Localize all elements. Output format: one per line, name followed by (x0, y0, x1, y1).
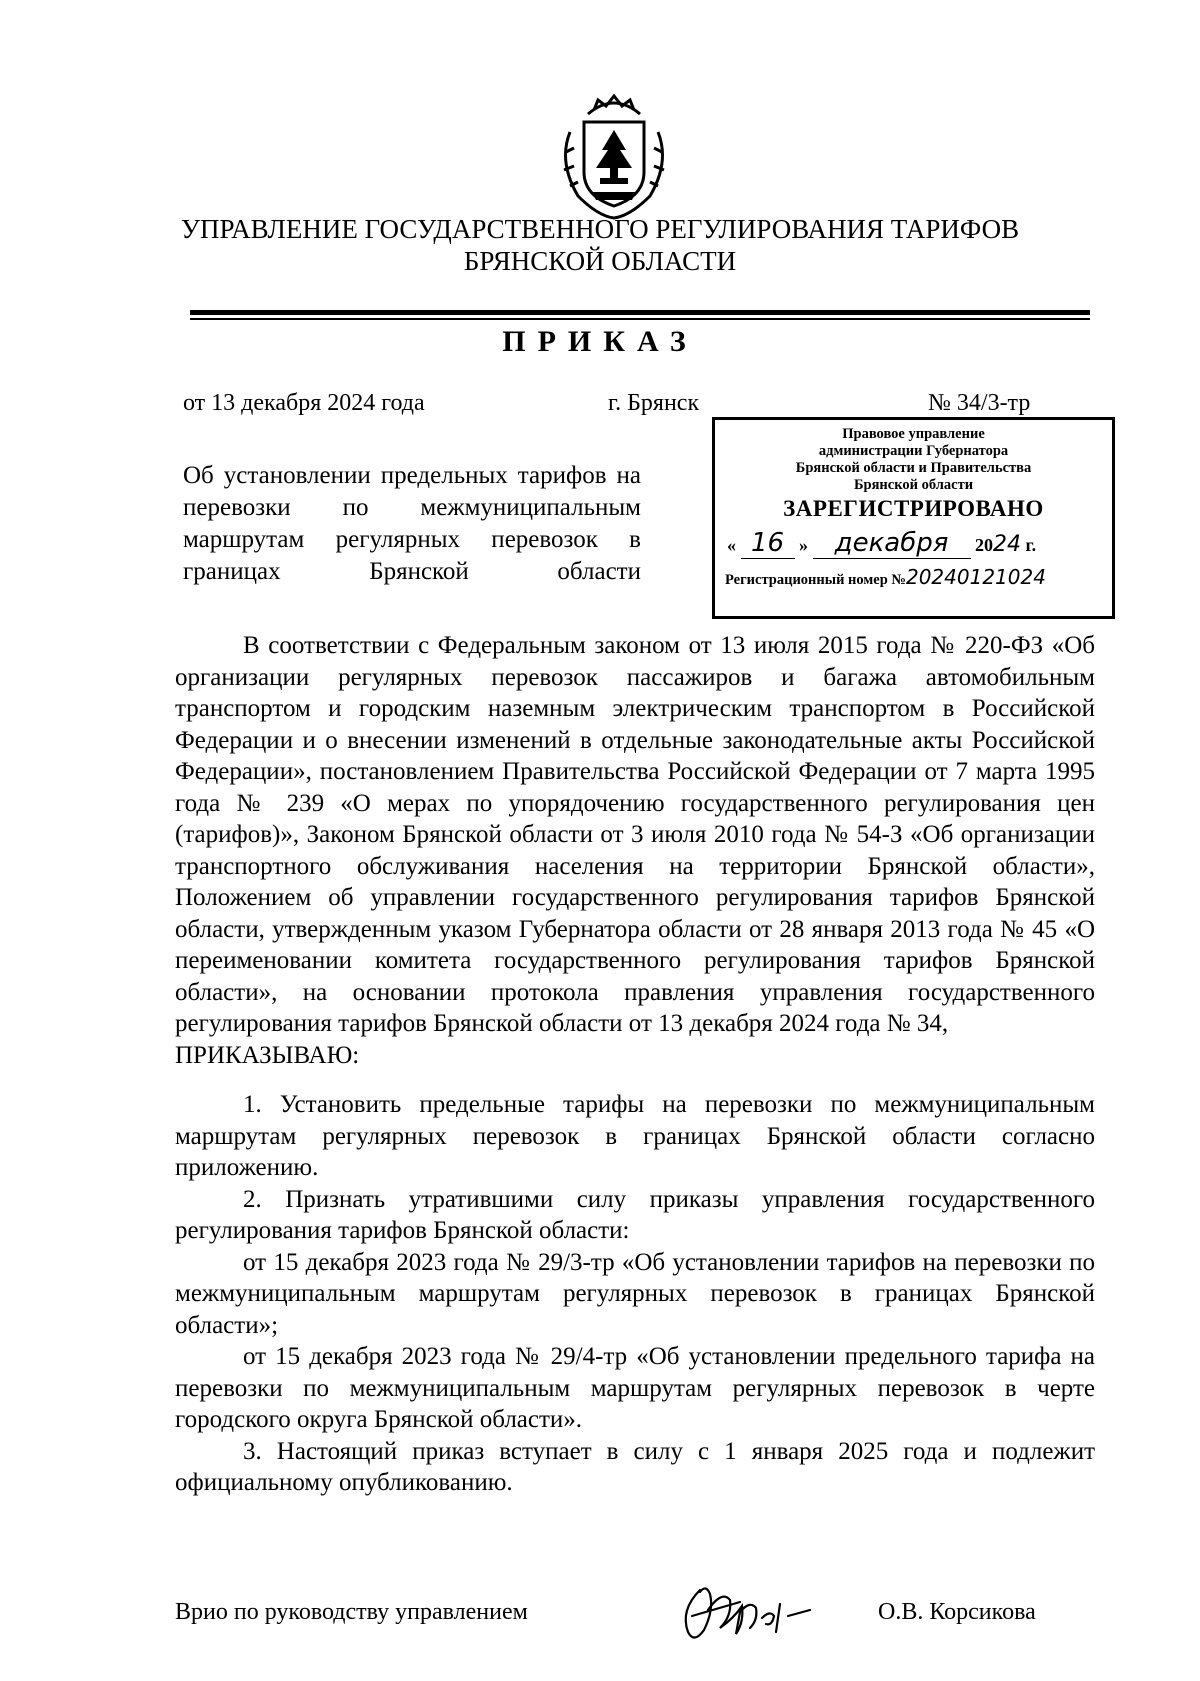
document-number: № 34/3-тр (928, 390, 1031, 416)
stamp-line2: администрации Губернатора (818, 443, 1009, 459)
document-subject: Об установлении предельных тарифов на перевозки по межмуниципальным маршрутам регулярных перевозок в границах Брянской области (183, 462, 641, 585)
header-rule-thin (190, 318, 1090, 320)
stamp-reg-label: Регистрационный номер № (725, 572, 906, 588)
signatory-name: О.В. Корсикова (878, 1599, 1036, 1625)
stamp-line4: Брянской области (853, 477, 974, 493)
stamp-registration (715, 565, 1112, 589)
stamp-line3: Брянской области и Правительства (795, 460, 1032, 476)
stamp-reg-number: 20240121024 (905, 565, 1046, 589)
stamp-date-year-prefix: 20 (975, 535, 993, 555)
organization-name-line2: БРЯНСКОЙ ОБЛАСТИ (463, 246, 737, 276)
handwritten-signature-icon (670, 1570, 830, 1650)
document-date: от 13 декабря 2024 года (183, 390, 425, 416)
order-item-1: 1. Установить предельные тарифы на перевозки по межмуниципальным маршрутам регулярных перевозок в границах Брянской области согласно приложению. (175, 1091, 1095, 1181)
signatory-position: Врио по руководству управлением (175, 1599, 528, 1625)
order-item-2b: от 15 декабря 2023 года № 29/4-тр «Об установлении предельного тарифа на перевозки по межмуниципальным маршрутам регулярных перевозок в черте городского округа Брянской области». (175, 1343, 1095, 1433)
stamp-date-day: 16 (741, 528, 795, 559)
document-body (175, 630, 1095, 1499)
stamp-date-year: 24 (993, 532, 1021, 557)
preamble-paragraph: В соответствии с Федеральным законом от 13 июля 2015 года № 220-ФЗ «Об организации регулярных перевозок пассажиров и багажа автомобильным транспортом и городским наземным электрическим транспортом в Российской Федерации и о внесении изменений в отдельные законодательные акты Российской Федерации», постановлением Правительства Российской Федерации от 7 марта 1995 года № 239 «О мерах по упорядочению государственного регулирования цен (тарифов)», Законом Брянской области от 3 июля 2010 года № 54-З «Об организации транспортного обслуживания населения на территории Брянской области», Положением об управлении государственного регулирования тарифов Брянской области, утвержденным указом Губернатора области от 28 января 2013 года № 45 «О переименовании комитета государственного регулирования тарифов Брянской области», на основании протокола правления управления государственного регулирования тарифов Брянской области от 13 декабря 2024 года № 34, (175, 632, 1095, 1037)
document-type: ПРИКАЗ (502, 325, 698, 358)
stamp-date-year-suffix: г. (1025, 535, 1037, 555)
order-word: ПРИКАЗЫВАЮ: (175, 1041, 360, 1069)
stamp-date (715, 528, 1112, 559)
order-item-2a: от 15 декабря 2023 года № 29/3-тр «Об установлении тарифов на перевозки по межмуниципальным маршрутам регулярных перевозок в границах Брянской области»; (175, 1248, 1095, 1339)
registration-stamp (712, 417, 1115, 619)
document-city: г. Брянск (608, 390, 700, 416)
bryansk-coat-of-arms-icon (548, 92, 680, 224)
stamp-date-month: декабря (813, 528, 971, 559)
order-item-3: 3. Настоящий приказ вступает в силу с 1 января 2025 года и подлежит официальному опубликованию. (175, 1437, 1095, 1496)
stamp-date-open-quote: « (727, 535, 736, 555)
organization-name-line1: УПРАВЛЕНИЕ ГОСУДАРСТВЕННОГО РЕГУЛИРОВАНИЯ ТАРИФОВ (180, 214, 1020, 244)
order-item-2: 2. Признать утратившими силу приказы управления государственного регулирования тарифов Брянской области: (175, 1185, 1095, 1244)
header-rule-thick (190, 310, 1090, 315)
stamp-registered: ЗАРЕГИСТРИРОВАНО (783, 496, 1044, 521)
stamp-date-mid: » (799, 535, 808, 555)
stamp-line1: Правовое управление (842, 426, 985, 442)
